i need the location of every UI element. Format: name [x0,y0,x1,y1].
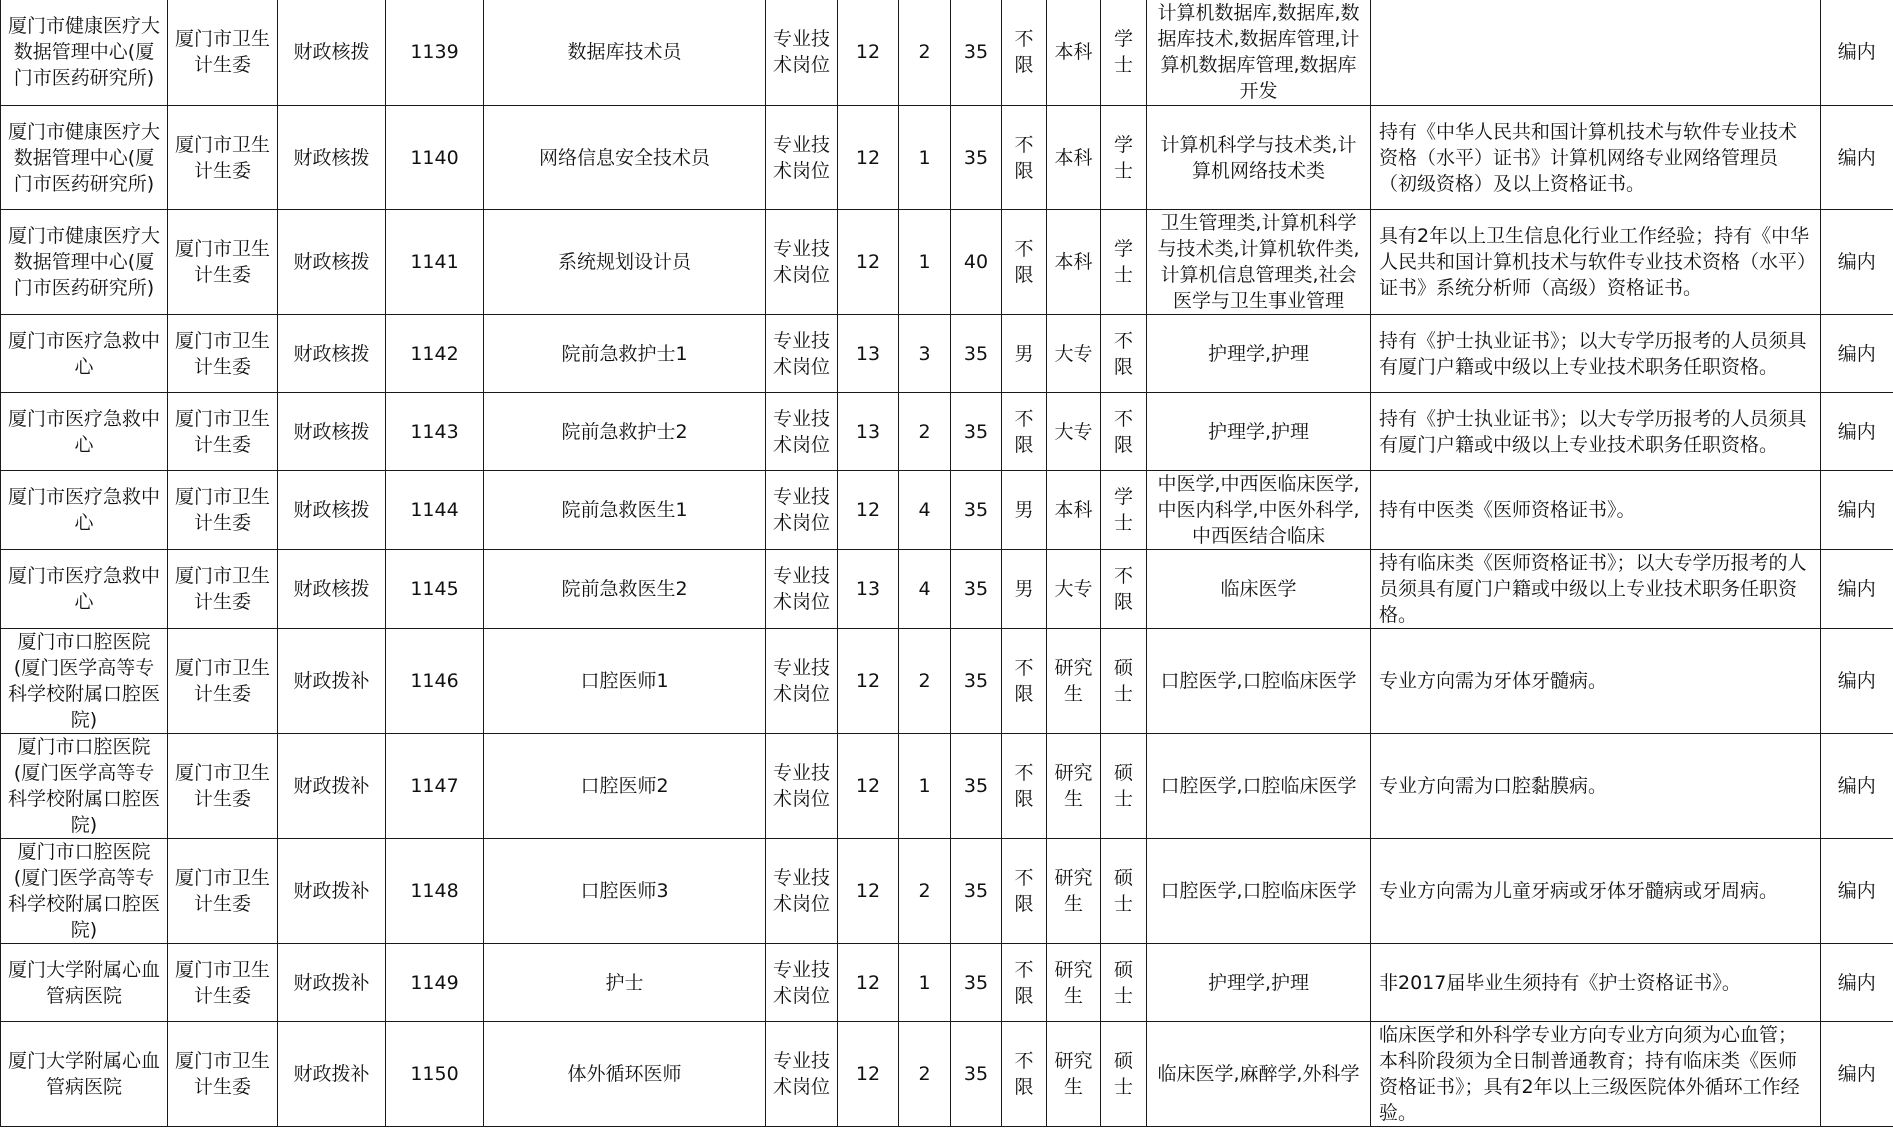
other-cell [1371,0,1821,106]
unit-cell: 厦门市口腔医院(厦门医学高等专科学校附属口腔医院) [1,629,168,734]
other-cell: 非2017届毕业生须持有《护士资格证书》。 [1371,944,1821,1022]
type-cell: 专业技术岗位 [766,734,838,839]
other-cell: 持有《护士执业证书》；以大专学历报考的人员须具有厦门户籍或中级以上专业技术职务任职资格。 [1371,315,1821,393]
type-cell: 专业技术岗位 [766,839,838,944]
age-cell: 35 [951,106,1002,210]
position-cell: 护士 [484,944,766,1022]
dept-cell: 厦门市卫生计生委 [168,629,278,734]
degree-cell: 不限 [1101,315,1147,393]
grade-cell: 12 [838,210,899,315]
grade-cell: 13 [838,550,899,629]
count-cell: 2 [899,629,951,734]
dept-cell: 厦门市卫生计生委 [168,944,278,1022]
major-cell: 护理学,护理 [1147,315,1371,393]
dept-cell: 厦门市卫生计生委 [168,471,278,550]
education-cell: 研究生 [1047,629,1101,734]
table-row [1,393,1893,471]
type-cell: 专业技术岗位 [766,1022,838,1127]
funding-cell: 财政核拨 [278,0,386,106]
type-cell: 专业技术岗位 [766,629,838,734]
dept-cell: 厦门市卫生计生委 [168,550,278,629]
major-cell: 护理学,护理 [1147,393,1371,471]
dept-cell: 厦门市卫生计生委 [168,106,278,210]
staffing-cell: 编内 [1821,550,1893,629]
position-cell: 院前急救护士2 [484,393,766,471]
count-cell: 1 [899,944,951,1022]
code-cell: 1139 [386,0,484,106]
unit-cell: 厦门市健康医疗大数据管理中心(厦门市医药研究所) [1,210,168,315]
gender-cell: 不限 [1002,1022,1047,1127]
grade-cell: 12 [838,0,899,106]
degree-cell: 硕士 [1101,839,1147,944]
other-cell: 持有《中华人民共和国计算机技术与软件专业技术资格（水平）证书》计算机网络专业网络管理员（初级资格）及以上资格证书。 [1371,106,1821,210]
degree-cell: 学士 [1101,0,1147,106]
gender-cell: 不限 [1002,629,1047,734]
count-cell: 2 [899,0,951,106]
unit-cell: 厦门大学附属心血管病医院 [1,944,168,1022]
table-row [1,550,1893,629]
grade-cell: 12 [838,471,899,550]
funding-cell: 财政核拨 [278,550,386,629]
table-row [1,210,1893,315]
staffing-cell: 编内 [1821,734,1893,839]
type-cell: 专业技术岗位 [766,210,838,315]
funding-cell: 财政核拨 [278,315,386,393]
code-cell: 1144 [386,471,484,550]
staffing-cell: 编内 [1821,839,1893,944]
age-cell: 40 [951,210,1002,315]
major-cell: 中医学,中西医临床医学,中医内科学,中医外科学,中西医结合临床 [1147,471,1371,550]
grade-cell: 12 [838,734,899,839]
funding-cell: 财政拨补 [278,1022,386,1127]
staffing-cell: 编内 [1821,210,1893,315]
table-row [1,0,1893,106]
major-cell: 护理学,护理 [1147,944,1371,1022]
degree-cell: 硕士 [1101,1022,1147,1127]
funding-cell: 财政拨补 [278,734,386,839]
staffing-cell: 编内 [1821,0,1893,106]
code-cell: 1149 [386,944,484,1022]
dept-cell: 厦门市卫生计生委 [168,393,278,471]
gender-cell: 男 [1002,315,1047,393]
gender-cell: 不限 [1002,0,1047,106]
gender-cell: 不限 [1002,393,1047,471]
table-row [1,471,1893,550]
age-cell: 35 [951,471,1002,550]
code-cell: 1150 [386,1022,484,1127]
position-cell: 数据库技术员 [484,0,766,106]
position-cell: 体外循环医师 [484,1022,766,1127]
degree-cell: 学士 [1101,106,1147,210]
grade-cell: 13 [838,315,899,393]
unit-cell: 厦门市口腔医院(厦门医学高等专科学校附属口腔医院) [1,734,168,839]
position-cell: 网络信息安全技术员 [484,106,766,210]
gender-cell: 不限 [1002,106,1047,210]
education-cell: 研究生 [1047,734,1101,839]
grade-cell: 13 [838,393,899,471]
position-cell: 口腔医师3 [484,839,766,944]
other-cell: 专业方向需为牙体牙髓病。 [1371,629,1821,734]
code-cell: 1141 [386,210,484,315]
grade-cell: 12 [838,106,899,210]
code-cell: 1147 [386,734,484,839]
education-cell: 大专 [1047,315,1101,393]
code-cell: 1146 [386,629,484,734]
table-row [1,1022,1893,1127]
position-cell: 系统规划设计员 [484,210,766,315]
funding-cell: 财政核拨 [278,106,386,210]
unit-cell: 厦门市医疗急救中心 [1,393,168,471]
position-cell: 院前急救护士1 [484,315,766,393]
major-cell: 卫生管理类,计算机科学与技术类,计算机软件类,计算机信息管理类,社会医学与卫生事业管理 [1147,210,1371,315]
dept-cell: 厦门市卫生计生委 [168,0,278,106]
age-cell: 35 [951,1022,1002,1127]
staffing-cell: 编内 [1821,106,1893,210]
staffing-cell: 编内 [1821,393,1893,471]
code-cell: 1143 [386,393,484,471]
unit-cell: 厦门市健康医疗大数据管理中心(厦门市医药研究所) [1,106,168,210]
age-cell: 35 [951,944,1002,1022]
unit-cell: 厦门市医疗急救中心 [1,315,168,393]
age-cell: 35 [951,629,1002,734]
education-cell: 本科 [1047,471,1101,550]
funding-cell: 财政拨补 [278,629,386,734]
age-cell: 35 [951,734,1002,839]
education-cell: 大专 [1047,550,1101,629]
funding-cell: 财政拨补 [278,839,386,944]
major-cell: 口腔医学,口腔临床医学 [1147,839,1371,944]
unit-cell: 厦门大学附属心血管病医院 [1,1022,168,1127]
funding-cell: 财政核拨 [278,471,386,550]
funding-cell: 财政核拨 [278,210,386,315]
type-cell: 专业技术岗位 [766,106,838,210]
count-cell: 1 [899,106,951,210]
other-cell: 专业方向需为儿童牙病或牙体牙髓病或牙周病。 [1371,839,1821,944]
degree-cell: 不限 [1101,550,1147,629]
major-cell: 口腔医学,口腔临床医学 [1147,629,1371,734]
gender-cell: 不限 [1002,839,1047,944]
position-cell: 院前急救医生1 [484,471,766,550]
type-cell: 专业技术岗位 [766,471,838,550]
education-cell: 研究生 [1047,1022,1101,1127]
position-cell: 院前急救医生2 [484,550,766,629]
staffing-cell: 编内 [1821,1022,1893,1127]
dept-cell: 厦门市卫生计生委 [168,839,278,944]
grade-cell: 12 [838,839,899,944]
funding-cell: 财政核拨 [278,393,386,471]
other-cell: 持有《护士执业证书》；以大专学历报考的人员须具有厦门户籍或中级以上专业技术职务任职资格。 [1371,393,1821,471]
dept-cell: 厦门市卫生计生委 [168,734,278,839]
education-cell: 本科 [1047,106,1101,210]
staffing-cell: 编内 [1821,629,1893,734]
education-cell: 大专 [1047,393,1101,471]
age-cell: 35 [951,839,1002,944]
count-cell: 4 [899,550,951,629]
other-cell: 临床医学和外科学专业方向专业方向须为心血管；本科阶段须为全日制普通教育；持有临床类《医师资格证书》；具有2年以上三级医院体外循环工作经验。 [1371,1022,1821,1127]
gender-cell: 男 [1002,471,1047,550]
major-cell: 口腔医学,口腔临床医学 [1147,734,1371,839]
unit-cell: 厦门市医疗急救中心 [1,550,168,629]
type-cell: 专业技术岗位 [766,393,838,471]
code-cell: 1148 [386,839,484,944]
gender-cell: 不限 [1002,734,1047,839]
major-cell: 临床医学 [1147,550,1371,629]
age-cell: 35 [951,315,1002,393]
degree-cell: 硕士 [1101,629,1147,734]
table-row [1,106,1893,210]
grade-cell: 12 [838,1022,899,1127]
unit-cell: 厦门市健康医疗大数据管理中心(厦门市医药研究所) [1,0,168,106]
count-cell: 2 [899,393,951,471]
staffing-cell: 编内 [1821,944,1893,1022]
education-cell: 本科 [1047,210,1101,315]
degree-cell: 硕士 [1101,734,1147,839]
staffing-cell: 编内 [1821,471,1893,550]
funding-cell: 财政拨补 [278,944,386,1022]
position-cell: 口腔医师2 [484,734,766,839]
gender-cell: 男 [1002,550,1047,629]
age-cell: 35 [951,0,1002,106]
other-cell: 持有临床类《医师资格证书》；以大专学历报考的人员须具有厦门户籍或中级以上专业技术职务任职资格。 [1371,550,1821,629]
count-cell: 2 [899,839,951,944]
table-row [1,734,1893,839]
age-cell: 35 [951,550,1002,629]
staffing-cell: 编内 [1821,315,1893,393]
dept-cell: 厦门市卫生计生委 [168,315,278,393]
grade-cell: 12 [838,944,899,1022]
age-cell: 35 [951,393,1002,471]
code-cell: 1142 [386,315,484,393]
table-row [1,839,1893,944]
type-cell: 专业技术岗位 [766,550,838,629]
unit-cell: 厦门市医疗急救中心 [1,471,168,550]
education-cell: 本科 [1047,0,1101,106]
count-cell: 1 [899,734,951,839]
count-cell: 1 [899,210,951,315]
gender-cell: 不限 [1002,210,1047,315]
type-cell: 专业技术岗位 [766,944,838,1022]
grade-cell: 12 [838,629,899,734]
other-cell: 具有2年以上卫生信息化行业工作经验；持有《中华人民共和国计算机技术与软件专业技术资格（水平）证书》系统分析师（高级）资格证书。 [1371,210,1821,315]
dept-cell: 厦门市卫生计生委 [168,210,278,315]
count-cell: 2 [899,1022,951,1127]
dept-cell: 厦门市卫生计生委 [168,1022,278,1127]
table-row [1,315,1893,393]
degree-cell: 硕士 [1101,944,1147,1022]
table-row [1,629,1893,734]
code-cell: 1140 [386,106,484,210]
type-cell: 专业技术岗位 [766,0,838,106]
degree-cell: 不限 [1101,393,1147,471]
count-cell: 4 [899,471,951,550]
other-cell: 专业方向需为口腔黏膜病。 [1371,734,1821,839]
major-cell: 计算机科学与技术类,计算机网络技术类 [1147,106,1371,210]
education-cell: 研究生 [1047,944,1101,1022]
table-row [1,944,1893,1022]
position-cell: 口腔医师1 [484,629,766,734]
gender-cell: 不限 [1002,944,1047,1022]
code-cell: 1145 [386,550,484,629]
degree-cell: 学士 [1101,210,1147,315]
count-cell: 3 [899,315,951,393]
type-cell: 专业技术岗位 [766,315,838,393]
degree-cell: 学士 [1101,471,1147,550]
major-cell: 临床医学,麻醉学,外科学 [1147,1022,1371,1127]
other-cell: 持有中医类《医师资格证书》。 [1371,471,1821,550]
major-cell: 计算机数据库,数据库,数据库技术,数据库管理,计算机数据库管理,数据库开发 [1147,0,1371,106]
education-cell: 研究生 [1047,839,1101,944]
unit-cell: 厦门市口腔医院(厦门医学高等专科学校附属口腔医院) [1,839,168,944]
